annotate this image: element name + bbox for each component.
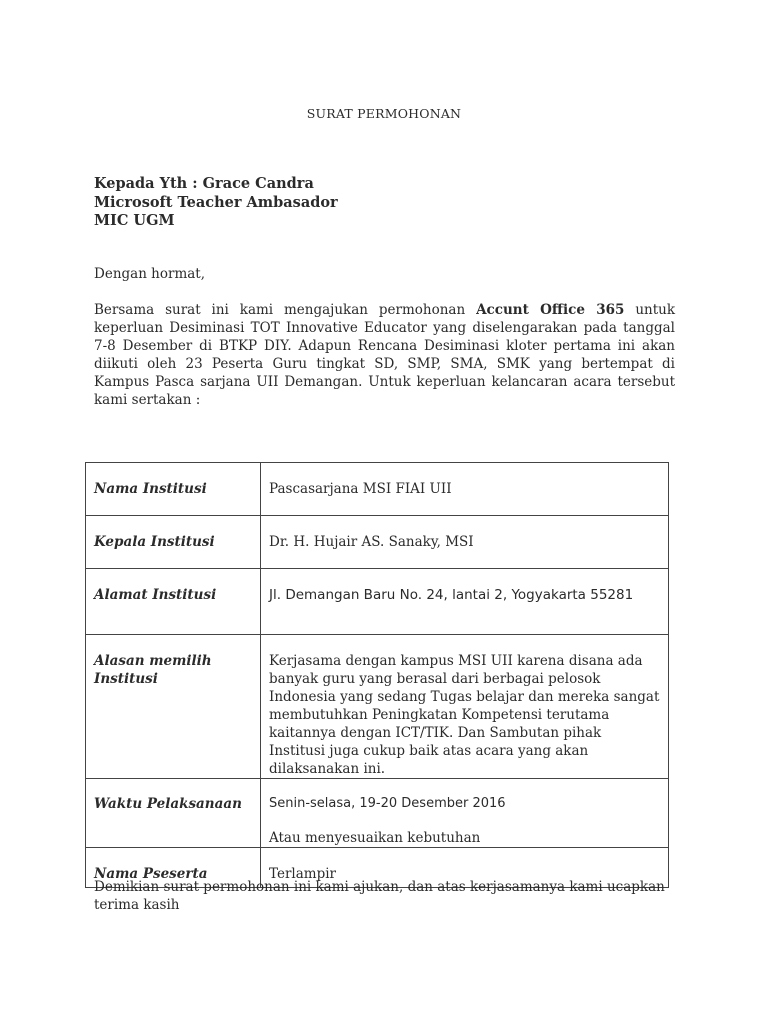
- recipient-line-1: Kepada Yth : Grace Candra: [94, 175, 314, 192]
- body-text-2: untuk keperluan Desiminasi TOT Innovative Educator yang diselengarakan pada tanggal 7-8 Desember di BTKP DIY. Adapun Rencana Desiminasi kloter pertama ini akan diikuti oleh 23 Peserta Guru tingkat SD, SMP, SMA, SMK yang bertempat di Kampus Pasca sarjana UII Demangan. Untuk keperluan kelancaran acara tersebut kami sertakan :: [94, 302, 676, 408]
- table-label: Waktu Pelaksanaan: [86, 779, 261, 848]
- table-label: Alasan memilih Institusi: [86, 635, 261, 779]
- letter-title: SURAT PERMOHONAN: [306, 106, 462, 121]
- table-value: Senin-selasa, 19-20 Desember 2016: [269, 796, 506, 811]
- table-row: [86, 779, 669, 848]
- table-row: [86, 569, 669, 635]
- body-text-1: Bersama surat ini kami mengajukan permohonan: [94, 302, 477, 318]
- recipient-line-3: MIC UGM: [94, 212, 175, 229]
- body-paragraph: [94, 301, 675, 409]
- institution-info-table: [85, 462, 669, 888]
- recipient-line-2: Microsoft Teacher Ambasador: [94, 193, 338, 211]
- body-text-bold: Accunt Office 365: [476, 302, 625, 318]
- table-label: Alamat Institusi: [86, 569, 261, 635]
- table-label: Nama Pseserta: [86, 848, 261, 888]
- table-value: Pascasarjana MSI FIAI UII: [261, 463, 669, 516]
- table-row: [86, 463, 669, 516]
- table-row: [86, 516, 669, 569]
- table-row: [86, 635, 669, 779]
- table-value: Jl. Demangan Baru No. 24, lantai 2, Yogyakarta 55281: [261, 569, 669, 635]
- table-label: Kepala Institusi: [86, 516, 261, 569]
- table-value-note: Atau menyesuaikan kebutuhan: [269, 830, 481, 846]
- table-value-cell: [261, 779, 669, 848]
- closing-paragraph: Demikian surat permohonan ini kami ajukan, dan atas kerjasamanya kami ucapkan terima kasih: [94, 879, 665, 913]
- table-label: Nama Institusi: [86, 463, 261, 516]
- table-value: Terlampir: [261, 848, 669, 888]
- table-value: Kerjasama dengan kampus MSI UII karena disana ada banyak guru yang berasal dari berbagai pelosok Indonesia yang sedang Tugas belajar dan mereka sangat membutuhkan Peningkatan Kompetensi terutama kaitannya dengan ICT/TIK. Dan Sambutan pihak Institusi juga cukup baik atas acara yang akan dilaksanakan ini.: [261, 635, 669, 779]
- recipient-block: [94, 175, 338, 231]
- table-value: Dr. H. Hujair AS. Sanaky, MSI: [261, 516, 669, 569]
- greeting: Dengan hormat,: [94, 266, 206, 282]
